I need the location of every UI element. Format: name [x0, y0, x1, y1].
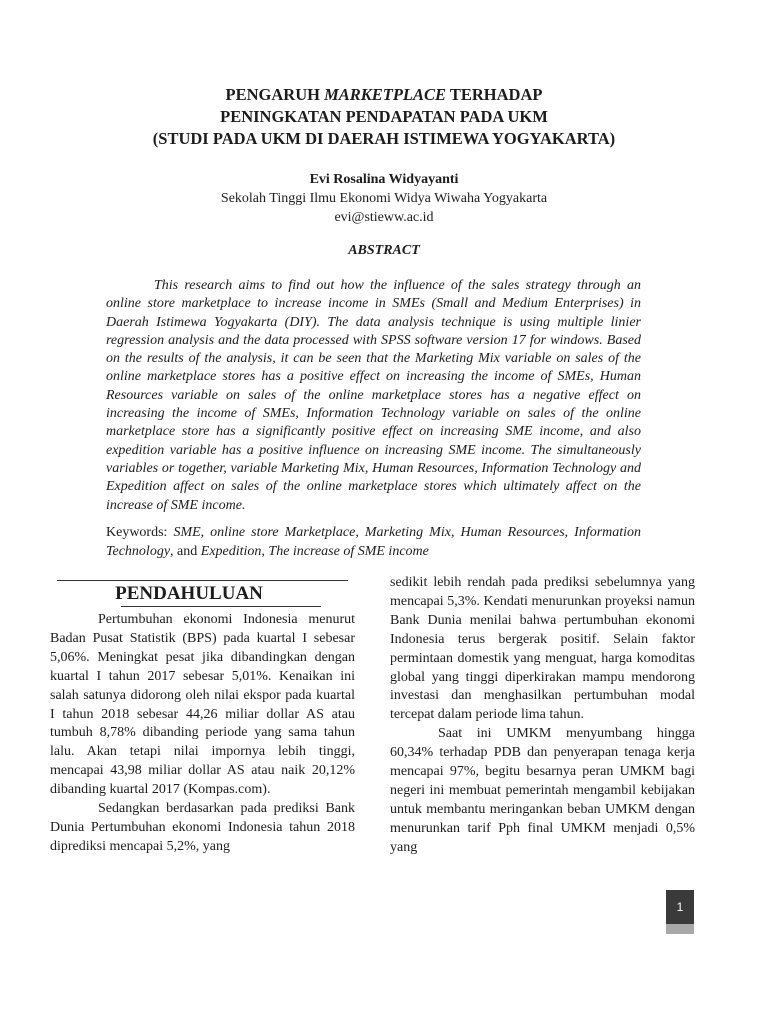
right-paragraph-1: sedikit lebih rendah pada prediksi sebelumnya yang mencapai 5,3%. Kendati menurunkan proyeksi namun Bank Dunia menilai bahwa pertumbuhan ekonomi Indonesia terus bergerak positif. Selain faktor permintaan domestik yang menguat, harga komoditas global yang tinggi diperkirakan mampu mendorong investasi dan menghasilkan pertumbuhan modal tercepat dalam periode lima tahun.	[390, 575, 695, 723]
title-line-1-italic: MARKETPLACE	[324, 85, 447, 104]
section-rule-bottom	[121, 606, 321, 607]
abstract-body: This research aims to find out how the influence of the sales strategy through an online store marketplace to increase income in SMEs (Small and Medium Enterprises) in Daerah Istimewa Yogyakarta (DIY). The data analysis technique is using multiple linier regression analysis and the data processed with SPSS software version 17 for windows. Based on the results of the analysis, it can be seen that the Marketing Mix variable on sales of the online marketplace stores has a positive effect on increasing the income of SMEs, Human Resources variable on sales of the online marketplace stores has a negative effect on increasing the income of SMEs, Information Technology variable on sales of the online marketplace store has a significantly positive effect on increasing SME income, and also expedition variable has a positive influence on increasing SME income. The simultaneously variables or together, variable Marketing Mix, Human Resources, Information Technology and Expedition affect on sales of the online marketplace stores which ultimately affect on the increase of SME income.	[106, 278, 641, 513]
keyword-separator: ,	[355, 525, 365, 540]
page-number: 1	[676, 900, 684, 914]
title-line-1-prefix: PENGARUH	[225, 85, 325, 104]
keyword-item: online store Marketplace	[210, 525, 356, 540]
left-paragraph-2: Sedangkan berdasarkan pada prediksi Bank Dunia Pertumbuhan ekonomi Indonesia tahun 2018 diprediksi mencapai 5,2%, yang	[50, 801, 355, 854]
title-line-1-suffix: TERHADAP	[446, 85, 543, 104]
page-number-badge-shade	[666, 924, 694, 934]
author-block	[0, 170, 768, 227]
left-column	[50, 611, 355, 857]
page-number-badge	[666, 890, 694, 924]
keyword-item: Information Technology	[106, 525, 642, 559]
keyword-separator: ,	[200, 525, 211, 540]
keywords	[106, 524, 641, 561]
author-email: evi@stieww.ac.id	[334, 210, 434, 225]
keyword-item: Marketing Mix	[364, 525, 451, 540]
section-rule-top	[57, 580, 348, 581]
keyword-item: SME	[173, 525, 201, 540]
title-line-1	[0, 84, 768, 106]
left-paragraph-1: Pertumbuhan ekonomi Indonesia menurut Badan Pusat Statistik (BPS) pada kuartal I sebesar 5,06%. Meningkat pesat jika dibandingkan dengan kuartal I tahun 2017 sebesar 5,01%. Kenaikan ini salah satunya didorong oleh nilai ekspor pada kuartal I tahun 2018 sebesar 44,26 miliar dollar AS atau tumbuh 8,78% dibanding periode yang sama tahun lalu. Akan tetapi nilai impornya lebih tinggi, mencapai 43,98 miliar dollar AS atau naik 20,12% dibanding kuartal 2017 (Kompas.com).	[50, 612, 355, 798]
abstract-heading: ABSTRACT	[348, 243, 420, 258]
paper-title	[0, 84, 768, 150]
keywords-label: Keywords:	[106, 525, 174, 540]
keyword-item: The increase of SME income	[268, 543, 429, 559]
section-heading: PENDAHULUAN	[115, 583, 263, 604]
keyword-separator: ,	[564, 525, 575, 540]
right-paragraph-2: Saat ini UMKM menyumbang hingga 60,34% terhadap PDB dan penyerapan tenaga kerja mencapai 97%, begitu besarnya peran UMKM bagi negeri ini membuat pemerintah mengambil kebijakan untuk membantu meringankan beban UMKM dengan menurunkan tarif Pph final UMKM menjadi 0,5% yang	[390, 726, 695, 855]
keyword-separator: ,	[261, 543, 269, 559]
keyword-item: Human Resources	[460, 525, 565, 540]
keyword-separator: , and	[170, 543, 201, 559]
author-name: Evi Rosalina Widyayanti	[309, 172, 459, 187]
right-column	[390, 574, 695, 858]
title-line-3: (STUDI PADA UKM DI DAERAH ISTIMEWA YOGYAKARTA)	[152, 129, 616, 148]
title-line-2: PENINGKATAN PENDAPATAN PADA UKM	[220, 107, 548, 126]
keyword-item: Expedition	[200, 543, 262, 559]
keyword-separator: ,	[450, 525, 461, 540]
author-institution: Sekolah Tinggi Ilmu Ekonomi Widya Wiwaha Yogyakarta	[220, 191, 548, 206]
